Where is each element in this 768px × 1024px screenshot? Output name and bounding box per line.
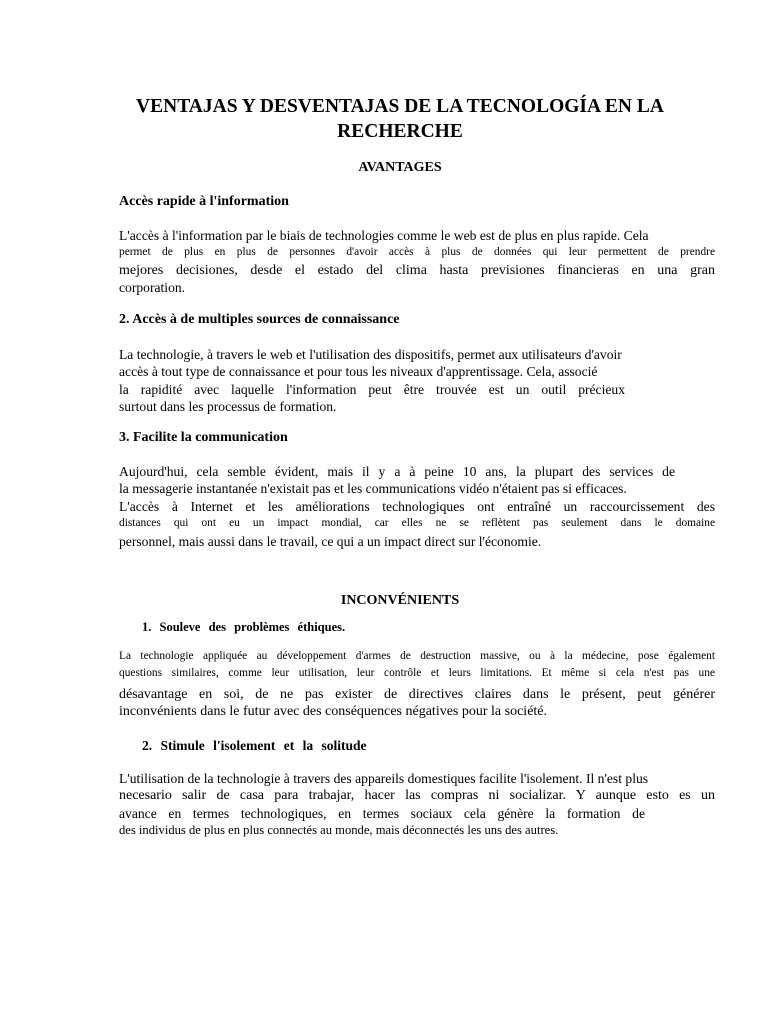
paragraph-line: permet de plus en plus de personnes d'avoir accès à plus de données qui leur permettent de prendre [119,246,715,259]
document-title [100,94,700,144]
paragraph-line: personnel, mais aussi dans le travail, ce qui a un impact direct sur l'économie. [119,533,542,549]
paragraph-line: accès à tout type de connaissance et pour tous les niveaux d'apprentissage. Cela, associé [119,364,598,380]
paragraph-line: inconvénients dans le futur avec des conséquences négatives pour la société. [119,704,548,720]
paragraph [119,463,715,550]
paragraph-line: distances qui ont eu un impact mondial, car elles ne se reflètent pas seulement dans le domaine [119,517,715,530]
section-heading: 1. Souleve des problèmes éthiques. [142,620,346,634]
inconvenients-heading: INCONVÉNIENTS [340,593,460,608]
paragraph-line: la rapidité avec laquelle l'information peut être trouvée est un outil précieux [119,381,625,397]
paragraph-line: L'accès à Internet et les améliorations technologiques ont entraîné un raccourcissement des [119,498,715,514]
paragraph-line: corporation. [119,280,186,296]
title-line-1: VENTAJAS Y DESVENTAJAS DE LA TECNOLOGÍA EN LA [136,96,664,117]
paragraph-line: Aujourd'hui, cela semble évident, mais il y a à peine 10 ans, la plupart des services de [119,464,675,479]
paragraph-line: La technologie, à travers le web et l'utilisation des dispositifs, permet aux utilisateurs d'avoir [119,347,622,362]
paragraph-line: L'utilisation de la technologie à travers des appareils domestiques facilite l'isolement. Il n'est plus [119,771,649,786]
paragraph [119,346,685,416]
avantages-heading: AVANTAGES [358,160,442,175]
paragraph-line: mejores decisiones, desde el estado del clima hasta previsiones financieras en una gran [119,262,715,278]
paragraph-line: necesario salir de casa para trabajar, hacer las compras ni socializar. Y aunque esto es un [119,788,715,804]
paragraph-line: La technologie appliquée au développement d'armes de destruction massive, ou à la médecine, pose également [119,650,715,662]
paragraph [119,648,715,721]
paragraph-line: la messagerie instantanée n'existait pas et les communications vidéo n'étaient pas si efficaces. [119,481,627,497]
section-heading: Accès rapide à l'information [119,194,289,209]
paragraph [119,227,715,297]
paragraph-line: surtout dans les processus de formation. [119,399,337,415]
paragraph-line: L'accès à l'information par le biais de technologies comme le web est de plus en plus rapide. Cela [119,228,649,243]
section-heading: 3. Facilite la communication [119,430,288,445]
paragraph-line: questions similaires, comme leur utilisation, leur contrôle et leurs limitations. Et même si cela n'est pas une [119,667,715,680]
paragraph [119,770,715,840]
section-heading: 2. Stimule l'isolement et la solitude [142,738,367,753]
section-heading: 2. Accès à de multiples sources de connaissance [119,312,400,327]
paragraph-line: avance en termes technologiques, en termes sociaux cela génère la formation de [119,805,645,821]
title-line-2: RECHERCHE [337,121,463,142]
paragraph-line: des individus de plus en plus connectés au monde, mais déconnectés les uns des autres. [119,823,559,838]
paragraph-line: désavantage en soi, de ne pas exister de directives claires dans le présent, peut générer [119,686,715,702]
